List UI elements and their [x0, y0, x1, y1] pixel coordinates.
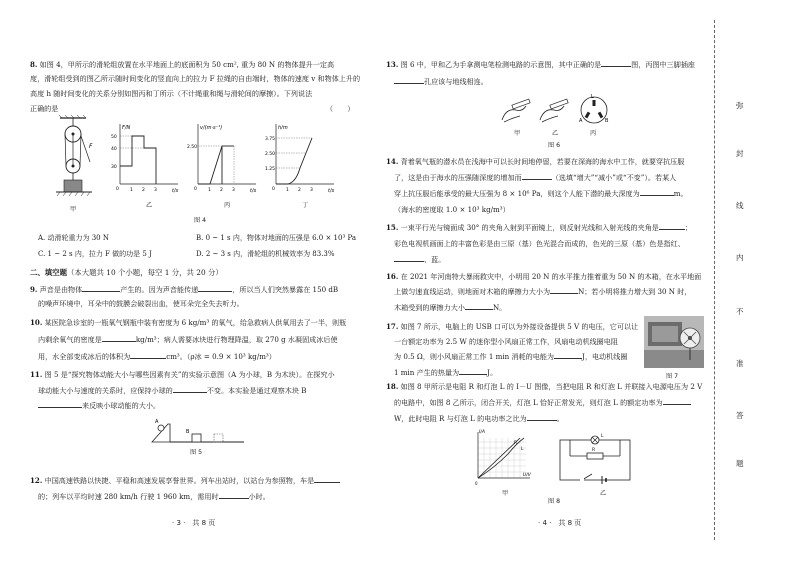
margin-char: 不	[736, 307, 744, 316]
svg-text:L: L	[591, 94, 594, 100]
q14-blank-1[interactable]	[522, 171, 552, 180]
svg-text:2: 2	[220, 188, 223, 193]
svg-text:2: 2	[298, 188, 301, 193]
svg-text:A: A	[155, 419, 159, 425]
question-17-line-4: 1 min 产生的热量为 J。	[394, 368, 498, 377]
question-18-line-2: 的电路中，如图 8 乙所示，闭合开关，灯泡 L 恰好正常发光，则灯泡 L 的额定功率为	[394, 396, 691, 409]
question-11-line-2: 球动能大小与速度的关系时，应保持小球的 不变。本实验是通过观察木块 B	[38, 386, 307, 395]
q16-blank-1[interactable]	[550, 285, 578, 294]
figure-4-label-yi: 乙	[146, 202, 153, 209]
figure-8	[474, 428, 644, 490]
svg-text:3: 3	[154, 188, 157, 193]
figure-6-label-jia: 甲	[514, 130, 521, 137]
svg-text:B: B	[186, 429, 190, 435]
question-17-line-2: 一台额定功率为 2.5 W 的迷你型小风扇正常工作，风扇电动机线圈电阻	[394, 337, 618, 346]
figure-6-caption: 图 6	[548, 142, 561, 149]
figure-4-pulley-diagram	[56, 115, 93, 196]
figure-4-velocity-time-graph	[187, 124, 257, 194]
question-8-line-2: 度，滑轮组受到的图乙所示随时间变化的竖直向上的拉力 F 拉绳的自由端时，物体的速度 v 和物体上升的	[30, 74, 361, 83]
question-8-line-3: 高度 h 随时间变化的关系分别如图丙和丁所示（不计绳重和绳与滑轮间的摩擦）。下列说法	[30, 89, 313, 98]
question-9-line-1: 9. 声音是由物体 产生的。因为声音能传递 ，所以当人们突然暴露在 150 dB	[30, 285, 339, 294]
sealing-line	[714, 20, 715, 540]
svg-text:1: 1	[208, 188, 211, 193]
q15-blank-1[interactable]	[659, 221, 685, 230]
figure-6-hand-jia	[502, 99, 530, 122]
question-14-line-2: 了，这是由于海水的压强随深度的增加而 （选填“增大”“减小”或“不变”）。若某人	[394, 173, 677, 182]
q9-blank-2[interactable]	[198, 283, 232, 292]
svg-text:t/s: t/s	[172, 188, 179, 194]
svg-text:30: 30	[111, 165, 117, 170]
question-8-option-c[interactable]: C. 1 ~ 2 s 内，拉力 F 做的功是 5 J	[38, 250, 152, 258]
question-17-line-3: 为 0.5 Ω，则小风扇正常工作 1 min 消耗的电能为 J，电动机线圈	[394, 352, 628, 361]
question-14-line-1: 14. 背着氧气瓶的潜水员在浅海中可以长时间地停留，若要在深海的海水中工作，就要穿抗压服	[386, 157, 685, 166]
figure-8-circuit	[560, 433, 630, 484]
figure-6-hand-yi	[540, 99, 568, 122]
q12-blank-1[interactable]	[314, 474, 340, 483]
svg-text:F: F	[89, 143, 93, 150]
question-18-line-3: W，此时电阻 R 与灯泡 L 的电功率之比为 。	[394, 414, 564, 423]
margin-char: 封	[736, 149, 744, 158]
question-16-line-3: 木箱受到的摩擦力大小 N。	[394, 303, 507, 312]
q15-blank-2[interactable]	[394, 253, 424, 262]
figure-4-height-time-graph	[265, 124, 335, 194]
question-11-line-1: 11. 图 5 是“探究物体动能大小与哪些因素有关”的实验示意图（A 为小球，B 为木块）。在探究小	[30, 370, 335, 379]
svg-text:R: R	[592, 448, 596, 453]
svg-text:F/N: F/N	[122, 125, 131, 131]
svg-text:A: A	[579, 118, 583, 124]
question-11-line-3: 来反映小球动能的大小。	[38, 399, 160, 412]
figure-6-label-bing: 丙	[590, 130, 597, 137]
question-12-line-1: 12. 中国高速铁路以快捷、平稳和高速发展享誉世界。列车出站时，以站台为参照物，车是	[30, 474, 340, 487]
svg-text:R: R	[514, 441, 518, 446]
right-page-footer: · 4 · 共 8 页	[538, 519, 582, 527]
question-10-line-1: 10. 某医院急诊室的一瓶氧气钢瓶中装有密度为 6 kg/m³ 的氧气，给急救病人供氧用去了一半，则瓶	[30, 318, 347, 327]
question-14-line-3: 穿上抗压服后能承受的最大压强为 8 × 10⁶ Pa，则这个人能下潜的最大深度为 m。	[394, 189, 688, 198]
q18-blank-1[interactable]	[663, 396, 691, 405]
margin-char: 答	[736, 411, 744, 420]
figure-5-caption: 图 5	[190, 449, 203, 456]
figure-8-caption: 图 8	[548, 498, 561, 505]
left-page	[0, 0, 376, 562]
question-18-line-1: 18. 如图 8 甲所示是电阻 R 和灯泡 L 的 I－U 图像，当把电阻 R 和灯泡 L 并联接入电源电压为 2 V	[386, 382, 703, 391]
svg-text:3: 3	[310, 188, 313, 193]
svg-text:v/(m·s⁻¹): v/(m·s⁻¹)	[200, 125, 223, 131]
question-15-line-2: 彩色电视机画面上的丰富色彩是由三原（基）色光混合而成的，色光的三原（基）色是指红、	[394, 239, 685, 248]
question-16-line-1: 16. 在 2021 年河南特大暴雨救灾中，小明用 20 N 的水平推力推着重为 50 N 的木箱，在水平地面	[386, 272, 702, 281]
figure-4-label-jia: 甲	[70, 206, 77, 213]
question-13-line-2: 孔应该与地线相连。	[394, 75, 488, 88]
svg-text:3: 3	[232, 188, 235, 193]
figure-8-label-jia: 甲	[502, 490, 509, 497]
question-10-line-3: 用，水全部变成冰后的体积为 cm³。（ρ冰 = 0.9 × 10³ kg/m³）	[38, 352, 276, 361]
svg-text:0: 0	[272, 187, 275, 192]
q13-blank-1[interactable]	[601, 58, 631, 67]
question-15-line-3: 、蓝。	[394, 253, 445, 266]
q10-blank-2[interactable]	[130, 350, 166, 359]
figure-8-label-yi: 乙	[600, 490, 607, 497]
question-15-line-1: 15. 一束平行光与镜面成 30° 的夹角入射到平面镜上，则反射光线和入射光线的夹角是 ；	[386, 223, 692, 232]
svg-text:0: 0	[116, 187, 119, 192]
question-10-line-2: 内剩余氧气的密度是 kg/m³；病人需要冰块进行物理降温，取 270 g 水凝固成冰后使	[38, 335, 338, 344]
question-16-line-2: 上做匀速直线运动，则地面对木箱的摩擦力大小为 N；若小明将推力增大到 30 N 时，	[394, 287, 692, 296]
svg-text:L: L	[601, 434, 604, 439]
margin-char: 题	[736, 459, 744, 468]
svg-text:0: 0	[194, 187, 197, 192]
question-13-line-1: 13. 图 6 中，甲和乙为手拿测电笔检测电路的示意图，其中正确的是 图，丙图中三脚插座	[386, 60, 696, 69]
question-17-line-1: 17. 如图 7 所示，电脑上的 USB 口可以为外接设备提供 5 V 的电压，它可以让	[386, 322, 639, 331]
svg-text:U/V: U/V	[523, 473, 531, 478]
svg-text:L: L	[521, 447, 524, 452]
question-8-option-b[interactable]: B. 0 ~ 1 s 内，物体对地面的压强是 6.0 × 10³ Pa	[196, 234, 357, 242]
q11-blank-2[interactable]	[38, 399, 82, 408]
svg-text:t/s: t/s	[250, 188, 257, 194]
svg-text:t/s: t/s	[328, 188, 335, 194]
q17-blank-1[interactable]	[554, 350, 582, 359]
margin-char: 弥	[736, 101, 744, 110]
q11-blank-1[interactable]	[173, 384, 207, 393]
figure-8-iu-graph	[475, 429, 532, 486]
figure-7-caption: 图 7	[666, 373, 679, 380]
svg-text:1: 1	[130, 188, 133, 193]
question-8-option-a[interactable]: A. 动滑轮重力为 30 N	[38, 234, 109, 242]
margin-char: 内	[736, 253, 744, 262]
question-8-line-1: 8. 如图 4，甲所示的滑轮组放置在水平地面上的底面积为 50 cm², 重为 80 N 的物体提升一定高	[30, 60, 335, 69]
svg-text:h/m: h/m	[278, 125, 288, 131]
figure-4-caption: 图 4	[194, 217, 207, 224]
question-14-line-4: （海水的密度取 1.0 × 10³ kg/m³）	[394, 205, 510, 214]
figure-7-photo	[644, 316, 704, 368]
svg-text:2.50: 2.50	[187, 145, 198, 150]
left-page-footer: · 3 · 共 8 页	[172, 519, 216, 527]
svg-text:2.50: 2.50	[265, 152, 276, 157]
section-2-heading: 二、填空题（本大题共 10 个小题，每空 1 分，共 20 分）	[30, 268, 223, 277]
figure-4-label-bing: 丙	[224, 202, 231, 209]
margin-char: 线	[736, 201, 744, 210]
q16-blank-2[interactable]	[465, 301, 493, 310]
margin-char: 准	[736, 359, 744, 368]
svg-text:50: 50	[111, 135, 117, 140]
question-12-line-2: 的；列车以平均时速 280 km/h 行驶 1 960 km，需用时 小时。	[38, 492, 270, 501]
question-8-option-d[interactable]: D. 2 ~ 3 s 内，滑轮组的机械效率为 83.3%	[196, 250, 335, 258]
q17-blank-2[interactable]	[459, 366, 487, 375]
svg-text:1.25: 1.25	[265, 167, 276, 172]
question-9-line-2: 的噪声环境中，耳朵中的鼓膜会破裂出血，使耳朵完全失去听力。	[38, 299, 244, 308]
q18-blank-2[interactable]	[527, 412, 557, 421]
figure-6-three-pin-socket	[579, 94, 609, 124]
question-8-answer-paren: （ ）	[326, 104, 355, 113]
svg-text:3.75: 3.75	[265, 137, 276, 142]
q9-blank-1[interactable]	[82, 283, 120, 292]
q12-blank-2[interactable]	[219, 490, 249, 499]
figure-6-label-yi: 乙	[552, 130, 559, 137]
svg-text:1: 1	[286, 188, 289, 193]
q10-blank-1[interactable]	[102, 333, 136, 342]
figure-6	[498, 92, 618, 130]
figure-5	[148, 414, 248, 446]
figure-4-label-ding: 丁	[302, 202, 309, 209]
figure-4-force-time-graph	[111, 124, 179, 194]
right-page	[378, 0, 712, 562]
svg-text:B: B	[605, 118, 609, 124]
q13-blank-2[interactable]	[394, 75, 424, 84]
q14-blank-2[interactable]	[640, 187, 674, 196]
svg-text:40: 40	[111, 147, 117, 152]
question-8-line-4: 正确的是	[30, 104, 59, 113]
svg-text:2: 2	[142, 188, 145, 193]
svg-text:I/A: I/A	[479, 430, 485, 435]
svg-text:0: 0	[475, 481, 478, 486]
